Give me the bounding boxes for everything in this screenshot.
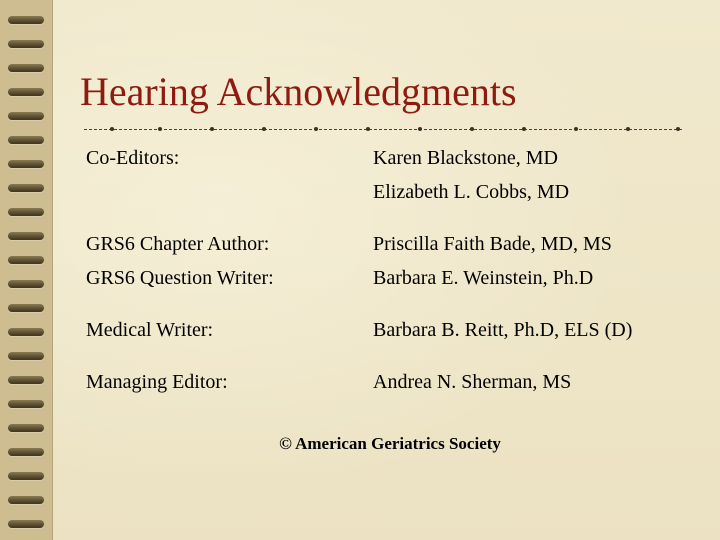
divider-dot: [626, 127, 630, 131]
divider-dot: [262, 127, 266, 131]
divider-dot: [210, 127, 214, 131]
binding-ring: [8, 136, 44, 144]
binding-ring: [8, 16, 44, 24]
binding-ring: [8, 256, 44, 264]
binding-ring: [8, 352, 44, 360]
divider-dot: [574, 127, 578, 131]
binding-ring: [8, 424, 44, 432]
credit-role: GRS6 Chapter Author: GRS6 Question Writer:: [86, 233, 274, 289]
credit-role: Medical Writer:: [86, 319, 214, 341]
binding-ring: [8, 208, 44, 216]
credit-role: Co-Editors:: [86, 147, 180, 169]
divider-dot: [110, 127, 114, 131]
title-divider: [84, 129, 682, 130]
binding-ring: [8, 496, 44, 504]
divider-dot: [676, 127, 680, 131]
divider-dot: [418, 127, 422, 131]
binding-ring: [8, 472, 44, 480]
divider-dot: [522, 127, 526, 131]
binding-ring: [8, 40, 44, 48]
binding-ring: [8, 88, 44, 96]
credit-names: Andrea N. Sherman, MS: [373, 371, 572, 393]
binding-ring: [8, 64, 44, 72]
copyright-footer: © American Geriatrics Society: [279, 434, 501, 453]
credit-role: Managing Editor:: [86, 371, 228, 393]
credit-names: Karen Blackstone, MD Elizabeth L. Cobbs, MD: [373, 147, 570, 203]
credit-names: Priscilla Faith Bade, MD, MS Barbara E. Weinstein, Ph.D: [373, 233, 612, 289]
binding-ring: [8, 112, 44, 120]
binding-ring: [8, 400, 44, 408]
credit-names: Barbara B. Reitt, Ph.D, ELS (D): [373, 319, 633, 341]
binding-ring: [8, 376, 44, 384]
binding-ring: [8, 160, 44, 168]
binding-ring: [8, 232, 44, 240]
divider-dot: [314, 127, 318, 131]
binding-ring: [8, 304, 44, 312]
binding-ring: [8, 280, 44, 288]
binding-ring: [8, 328, 44, 336]
binding-ring: [8, 520, 44, 528]
notebook-binding: [0, 0, 53, 540]
divider-dot: [366, 127, 370, 131]
binding-ring: [8, 184, 44, 192]
slide-title: Hearing Acknowledgments: [80, 69, 517, 114]
divider-dot: [470, 127, 474, 131]
divider-dot: [158, 127, 162, 131]
